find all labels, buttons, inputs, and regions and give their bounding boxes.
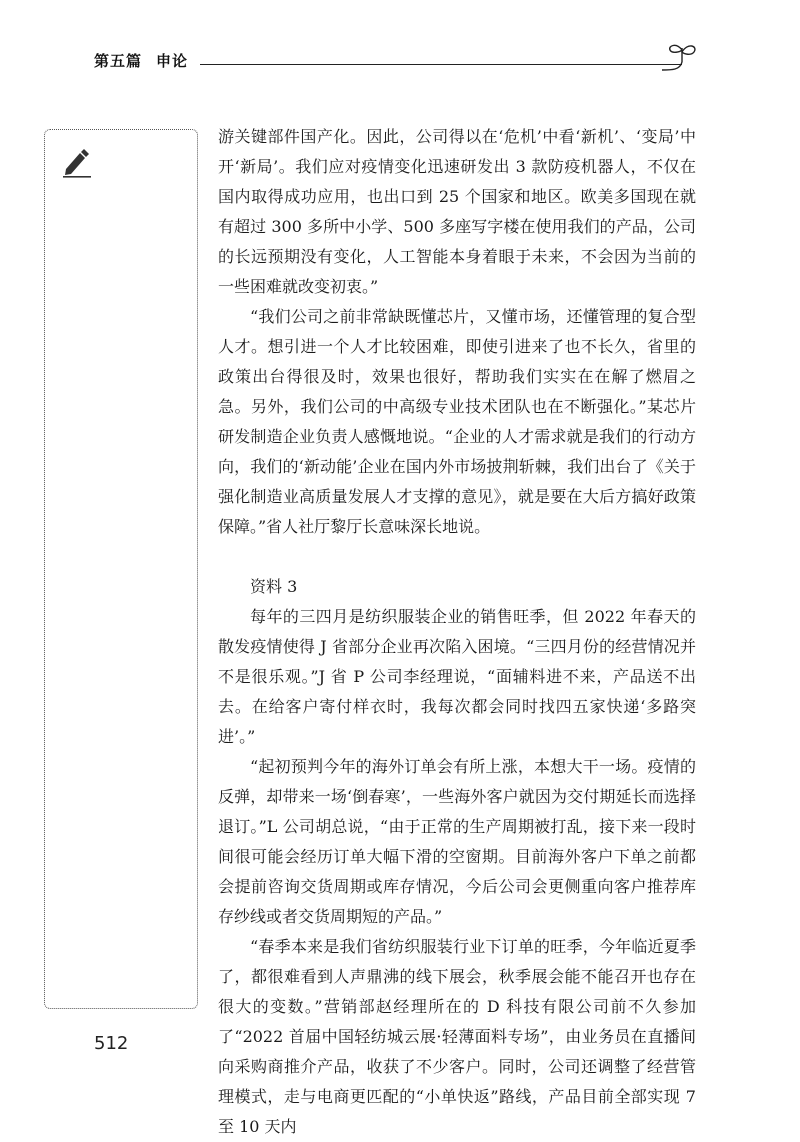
pencil-icon <box>60 145 94 179</box>
page-number: 512 <box>94 1033 129 1054</box>
paragraph: 游关键部件国产化。因此，公司得以在‘危机’中看‘新机’、‘变局’中开‘新局’。我们应对疫情变化迅速研发出 3 款防疫机器人，不仅在国内取得成功应用，也出口到 25 个国家和地区。欧美多国现在就有超过 300 多所中小学、500 多座写字楼在使用我们的产品，公司的长远预期没有变化，人工智能本身着眼于未来，不会因为当前的一些困难就改变初衷。” <box>218 127 696 296</box>
paragraph: “我们公司之前非常缺既懂芯片，又懂市场，还懂管理的复合型人才。想引进一个人才比较困难，即使引进来了也不长久，省里的政策出台得很及时，效果也很好，帮助我们实实在在解了燃眉之急。另外，我们公司的中高级专业技术团队也在不断强化。”某芯片研发制造企业负责人感慨地说。“企业的人才需求就是我们的行动方向，我们的‘新动能’企业在国内外市场披荆斩棘，我们出台了《关于强化制造业高质量发展人才支撑的意见》，就是要在大后方搞好政策保障。”省人社厅黎厅长意味深长地说。 <box>218 307 696 536</box>
paragraph: 每年的三四月是纺织服装企业的销售旺季，但 2022 年春天的散发疫情使得 J 省部分企业再次陷入困境。“三四月份的经营情况并不是很乐观。”J 省 P 公司李经理说，“面辅料进不来，产品送不出去。在给客户寄付样衣时，我每次都会同时找四五家快递‘多路突进’。” <box>218 607 696 746</box>
paragraph: “起初预判今年的海外订单会有所上涨，本想大干一场。疫情的反弹，却带来一场‘倒春寒’，一些海外客户就因为交付期延长而选择退订。”L 公司胡总说，“由于正常的生产周期被打乱，接下来一段时间很可能会经历订单大幅下滑的空窗期。目前海外客户下单之前都会提前咨询交货周期或库存情况，今后公司会更侧重向客户推荐库存纱线或者交货周期短的产品。” <box>218 757 696 926</box>
margin-notes-box <box>44 129 198 1009</box>
main-text <box>218 122 696 1142</box>
sprout-icon <box>660 40 700 74</box>
section-label: 资料 3 <box>250 577 298 596</box>
header-rule <box>200 64 682 65</box>
paragraph: “春季本来是我们省纺织服装行业下订单的旺季，今年临近夏季了，都很难看到人声鼎沸的线下展会，秋季展会能不能召开也存在很大的变数。”营销部赵经理所在的 D 科技有限公司前不久参加了“2022 首届中国轻纺城云展·轻薄面料专场”，由业务员在直播间向采购商推介产品，收获了不少客户。同时，公司还调整了经营管理模式，走与电商更匹配的“小单快返”路线，产品目前全部实现 7 至 10 天内 <box>218 937 696 1136</box>
header-title: 申论 <box>156 52 189 70</box>
running-header <box>94 50 188 71</box>
part-label: 第五篇 <box>94 52 143 70</box>
